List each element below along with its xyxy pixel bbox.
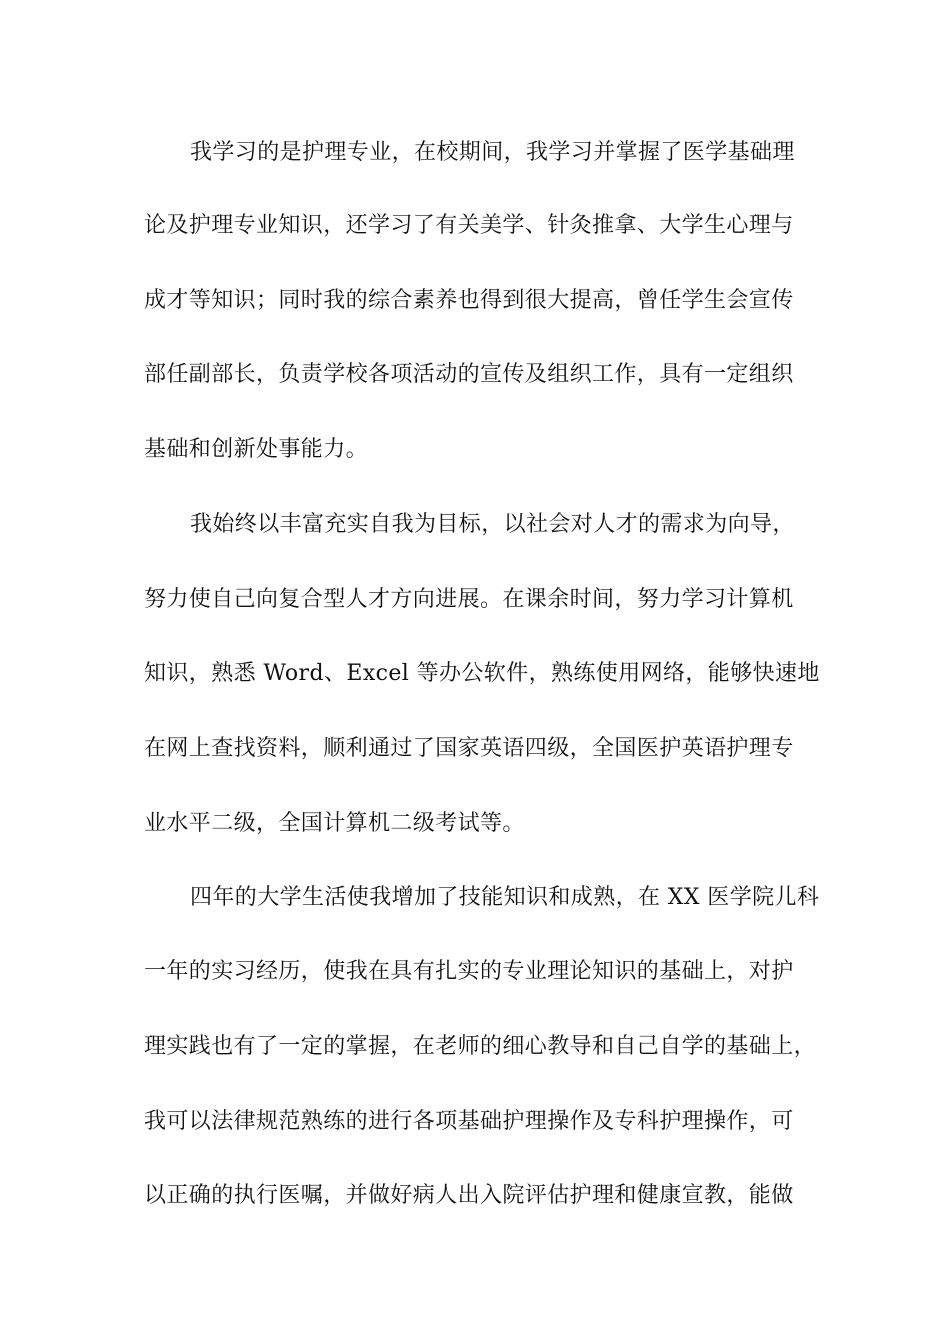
paragraph-3-line-3: 理实践也有了一定的掌握，在老师的细心教导和自己自学的基础上， xyxy=(144,1034,817,1059)
paragraph-1-line-2: 论及护理专业知识，还学习了有关美学、针灸推拿、大学生心理与 xyxy=(144,213,794,238)
paragraph-3-line-2: 一年的实习经历，使我在具有扎实的专业理论知识的基础上，对护 xyxy=(144,959,794,984)
paragraph-2-line-1: 我始终以丰富充实自我为目标，以社会对人才的需求为向导， xyxy=(190,512,795,537)
paragraph-3-line-4: 我可以法律规范熟练的进行各项基础护理操作及专科护理操作，可 xyxy=(144,1109,794,1134)
paragraph-3-line-5: 以正确的执行医嘱，并做好病人出入院评估护理和健康宣教，能做 xyxy=(144,1183,794,1208)
paragraph-1-line-3: 成才等知识；同时我的综合素养也得到很大提高，曾任学生会宣传 xyxy=(144,288,794,313)
paragraph-2-line-3: 知识，熟悉 Word、Excel 等办公软件，熟练使用网络，能够快速地 xyxy=(144,661,820,686)
paragraph-3-line-1: 四年的大学生活使我增加了技能知识和成熟，在 XX 医学院儿科 xyxy=(190,885,820,910)
paragraph-1-line-4: 部任副部长，负责学校各项活动的宣传及组织工作，具有一定组织 xyxy=(144,362,794,387)
paragraph-1-line-5: 基础和创新处事能力。 xyxy=(144,437,369,462)
paragraph-2-line-5: 业水平二级，全国计算机二级考试等。 xyxy=(144,811,525,836)
paragraph-1-line-1: 我学习的是护理专业，在校期间，我学习并掌握了医学基础理 xyxy=(190,140,795,165)
paragraph-2-line-4: 在网上查找资料，顺利通过了国家英语四级，全国医护英语护理专 xyxy=(144,736,794,761)
paragraph-2-line-2: 努力使自己向复合型人才方向进展。在课余时间，努力学习计算机 xyxy=(144,587,794,612)
